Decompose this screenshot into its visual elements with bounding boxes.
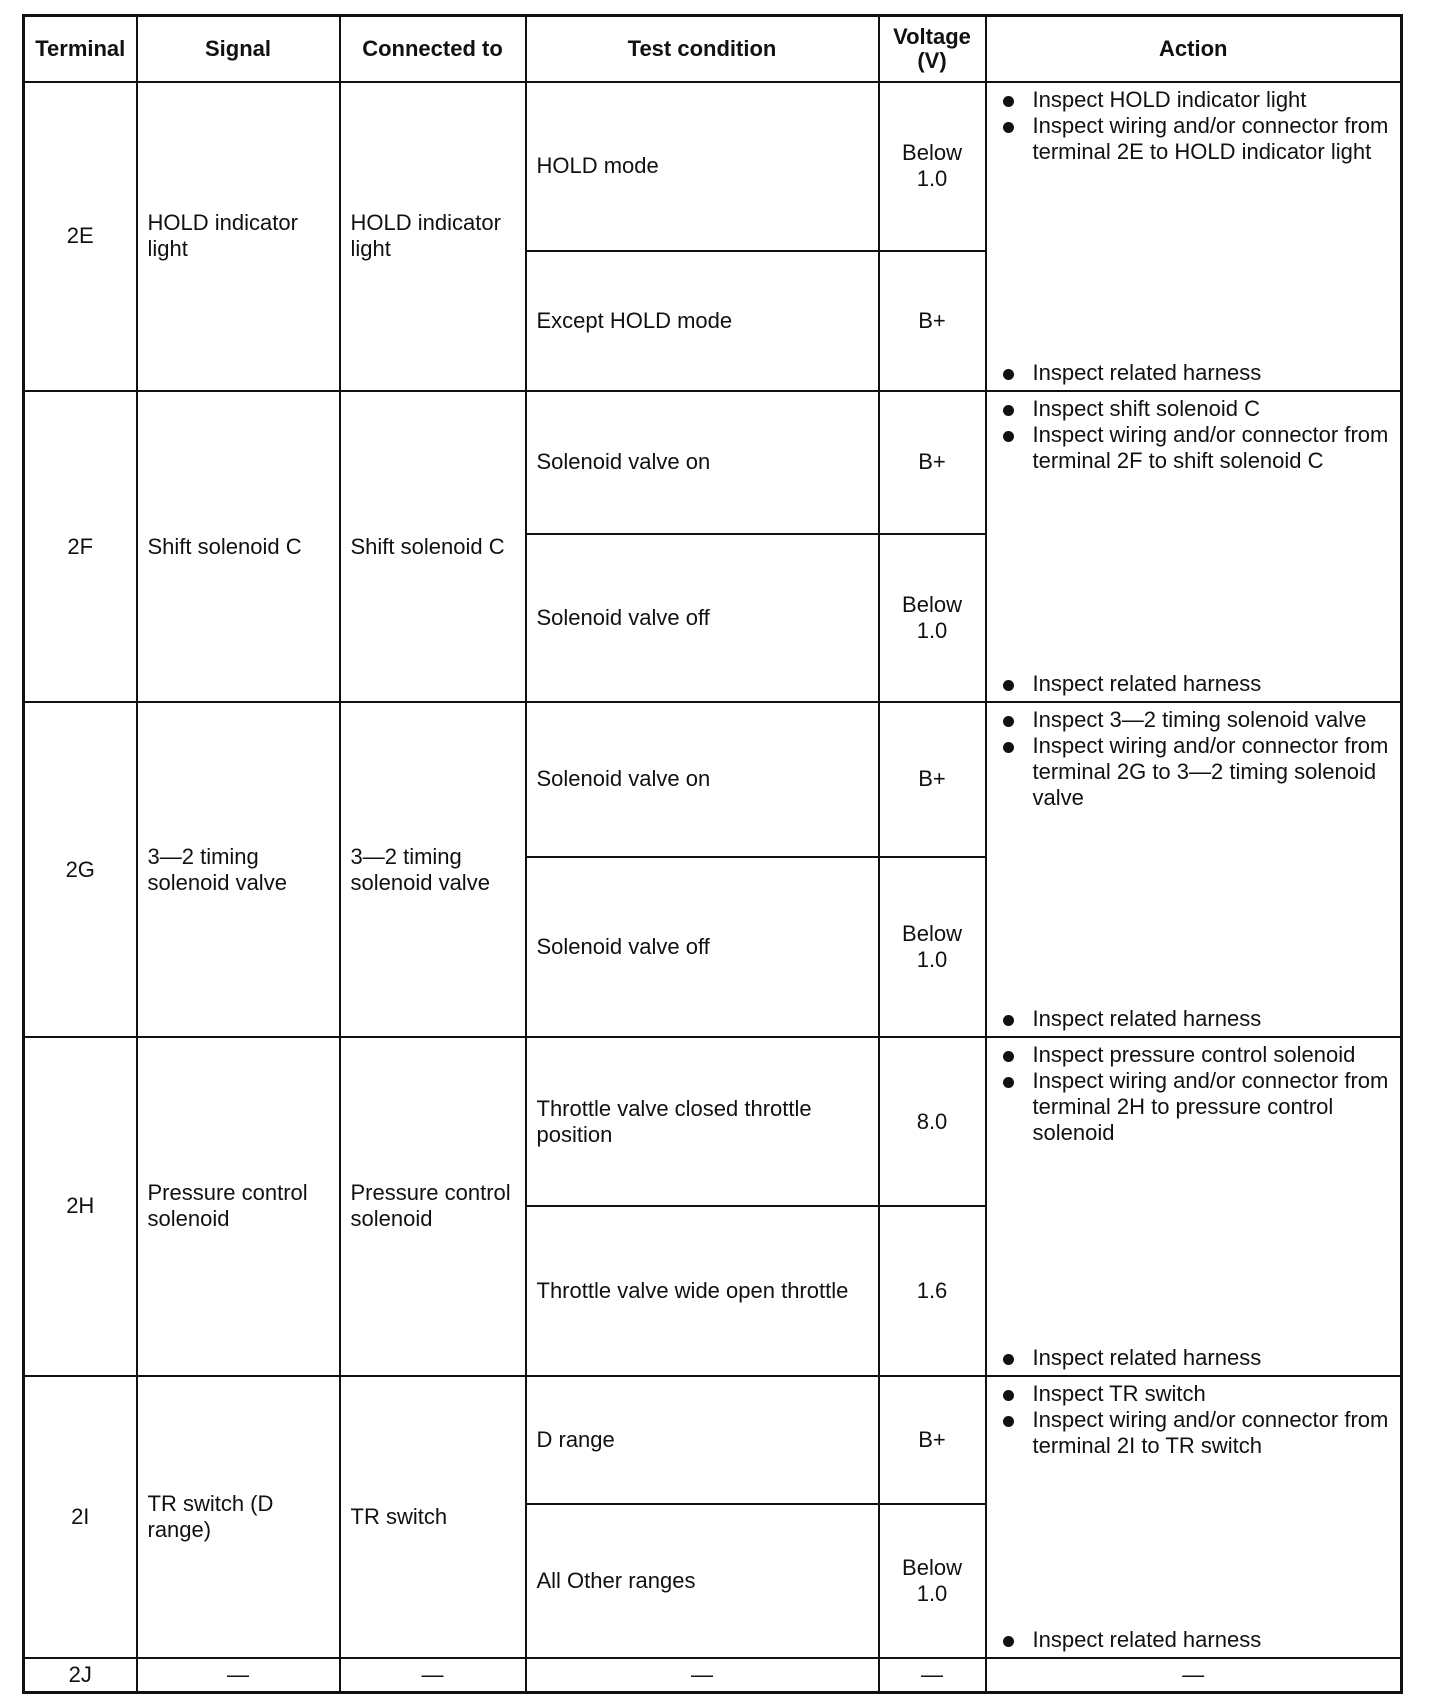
action-item: Inspect wiring and/or connector from terminal 2E to HOLD indicator light bbox=[999, 113, 1391, 165]
action-list bbox=[987, 703, 1401, 811]
header-voltage-line1: Voltage bbox=[893, 23, 971, 49]
action-item-last: Inspect related harness bbox=[999, 1627, 1391, 1653]
terminal-voltage-table bbox=[22, 14, 1403, 1694]
test-condition-cell: Solenoid valve on bbox=[526, 702, 879, 856]
voltage-cell bbox=[879, 251, 986, 391]
voltage-line1: Below bbox=[902, 920, 962, 946]
action-item: Inspect pressure control solenoid bbox=[999, 1042, 1391, 1068]
table-row bbox=[24, 1376, 1402, 1504]
connected-to-cell: HOLD indicator light bbox=[340, 82, 526, 392]
connected-to-cell: Shift solenoid C bbox=[340, 391, 526, 702]
action-cell: — bbox=[986, 1658, 1402, 1693]
action-item: Inspect wiring and/or connector from terminal 2I to TR switch bbox=[999, 1407, 1391, 1459]
test-condition-cell: — bbox=[526, 1658, 879, 1693]
header-test-condition: Test condition bbox=[526, 16, 879, 82]
action-item-last: Inspect related harness bbox=[999, 1345, 1391, 1371]
voltage-cell: — bbox=[879, 1658, 986, 1693]
voltage-cell bbox=[879, 82, 986, 252]
signal-cell: Pressure control solenoid bbox=[137, 1037, 340, 1375]
connected-to-cell: Pressure control solenoid bbox=[340, 1037, 526, 1375]
action-item: Inspect wiring and/or connector from terminal 2H to pressure control solenoid bbox=[999, 1068, 1391, 1146]
action-list bbox=[987, 1038, 1401, 1146]
voltage-cell bbox=[879, 391, 986, 533]
terminal-cell: 2I bbox=[24, 1376, 137, 1658]
test-condition-cell: HOLD mode bbox=[526, 82, 879, 252]
signal-cell: Shift solenoid C bbox=[137, 391, 340, 702]
action-item: Inspect TR switch bbox=[999, 1381, 1391, 1407]
terminal-cell: 2F bbox=[24, 391, 137, 702]
voltage-line1: 8.0 bbox=[916, 1108, 948, 1134]
test-condition-cell: All Other ranges bbox=[526, 1504, 879, 1658]
voltage-cell bbox=[879, 1206, 986, 1376]
action-cell bbox=[986, 1037, 1402, 1375]
voltage-line1: 1.6 bbox=[916, 1277, 948, 1303]
voltage-cell bbox=[879, 702, 986, 856]
action-item-last: Inspect related harness bbox=[999, 360, 1391, 386]
header-voltage-line2: (V) bbox=[917, 47, 947, 73]
voltage-line2: 1.0 bbox=[916, 166, 948, 192]
connected-to-cell: — bbox=[340, 1658, 526, 1693]
terminal-cell: 2H bbox=[24, 1037, 137, 1375]
voltage-line2: 1.0 bbox=[916, 1580, 948, 1606]
action-item: Inspect wiring and/or connector from terminal 2G to 3—2 timing solenoid valve bbox=[999, 733, 1391, 811]
voltage-line2: 1.0 bbox=[916, 946, 948, 972]
action-list bbox=[987, 392, 1401, 474]
action-item: Inspect shift solenoid C bbox=[999, 396, 1391, 422]
test-condition-cell: Except HOLD mode bbox=[526, 251, 879, 391]
test-condition-cell: Throttle valve closed throttle position bbox=[526, 1037, 879, 1206]
voltage-line1: B+ bbox=[918, 766, 946, 792]
action-cell bbox=[986, 702, 1402, 1037]
action-item: Inspect wiring and/or connector from terminal 2F to shift solenoid C bbox=[999, 422, 1391, 474]
voltage-cell bbox=[879, 1037, 986, 1206]
header-signal: Signal bbox=[137, 16, 340, 82]
voltage-line1: Below bbox=[902, 591, 962, 617]
action-item: Inspect HOLD indicator light bbox=[999, 87, 1391, 113]
voltage-line1: B+ bbox=[918, 449, 946, 475]
signal-cell: TR switch (D range) bbox=[137, 1376, 340, 1658]
voltage-line2: 1.0 bbox=[916, 617, 948, 643]
voltage-line1: B+ bbox=[918, 308, 946, 334]
test-condition-cell: Solenoid valve off bbox=[526, 534, 879, 703]
header-row bbox=[24, 16, 1402, 82]
action-cell bbox=[986, 391, 1402, 702]
action-list bbox=[987, 1377, 1401, 1459]
action-item: Inspect 3—2 timing solenoid valve bbox=[999, 707, 1391, 733]
terminal-cell: 2E bbox=[24, 82, 137, 392]
voltage-cell bbox=[879, 857, 986, 1038]
table-row bbox=[24, 82, 1402, 252]
header-action: Action bbox=[986, 16, 1402, 82]
test-condition-cell: Solenoid valve off bbox=[526, 857, 879, 1038]
test-condition-cell: Solenoid valve on bbox=[526, 391, 879, 533]
action-list bbox=[987, 83, 1401, 165]
action-item-last: Inspect related harness bbox=[999, 1006, 1391, 1032]
table-row bbox=[24, 1658, 1402, 1693]
voltage-cell bbox=[879, 534, 986, 703]
signal-cell: — bbox=[137, 1658, 340, 1693]
test-condition-cell: D range bbox=[526, 1376, 879, 1504]
table-row bbox=[24, 1037, 1402, 1206]
terminal-cell: 2J bbox=[24, 1658, 137, 1693]
voltage-line1: Below bbox=[902, 140, 962, 166]
test-condition-cell: Throttle valve wide open throttle bbox=[526, 1206, 879, 1376]
signal-cell: HOLD indicator light bbox=[137, 82, 340, 392]
table-row bbox=[24, 702, 1402, 856]
signal-cell: 3—2 timing solenoid valve bbox=[137, 702, 340, 1037]
terminal-cell: 2G bbox=[24, 702, 137, 1037]
header-connected-to: Connected to bbox=[340, 16, 526, 82]
table-row bbox=[24, 391, 1402, 533]
action-item-last: Inspect related harness bbox=[999, 671, 1391, 697]
voltage-line1: Below bbox=[902, 1554, 962, 1580]
voltage-line1: B+ bbox=[918, 1426, 946, 1452]
header-terminal: Terminal bbox=[24, 16, 137, 82]
voltage-cell bbox=[879, 1504, 986, 1658]
action-cell bbox=[986, 82, 1402, 392]
connected-to-cell: 3—2 timing solenoid valve bbox=[340, 702, 526, 1037]
voltage-cell bbox=[879, 1376, 986, 1504]
header-voltage bbox=[879, 16, 986, 82]
action-cell bbox=[986, 1376, 1402, 1658]
connected-to-cell: TR switch bbox=[340, 1376, 526, 1658]
